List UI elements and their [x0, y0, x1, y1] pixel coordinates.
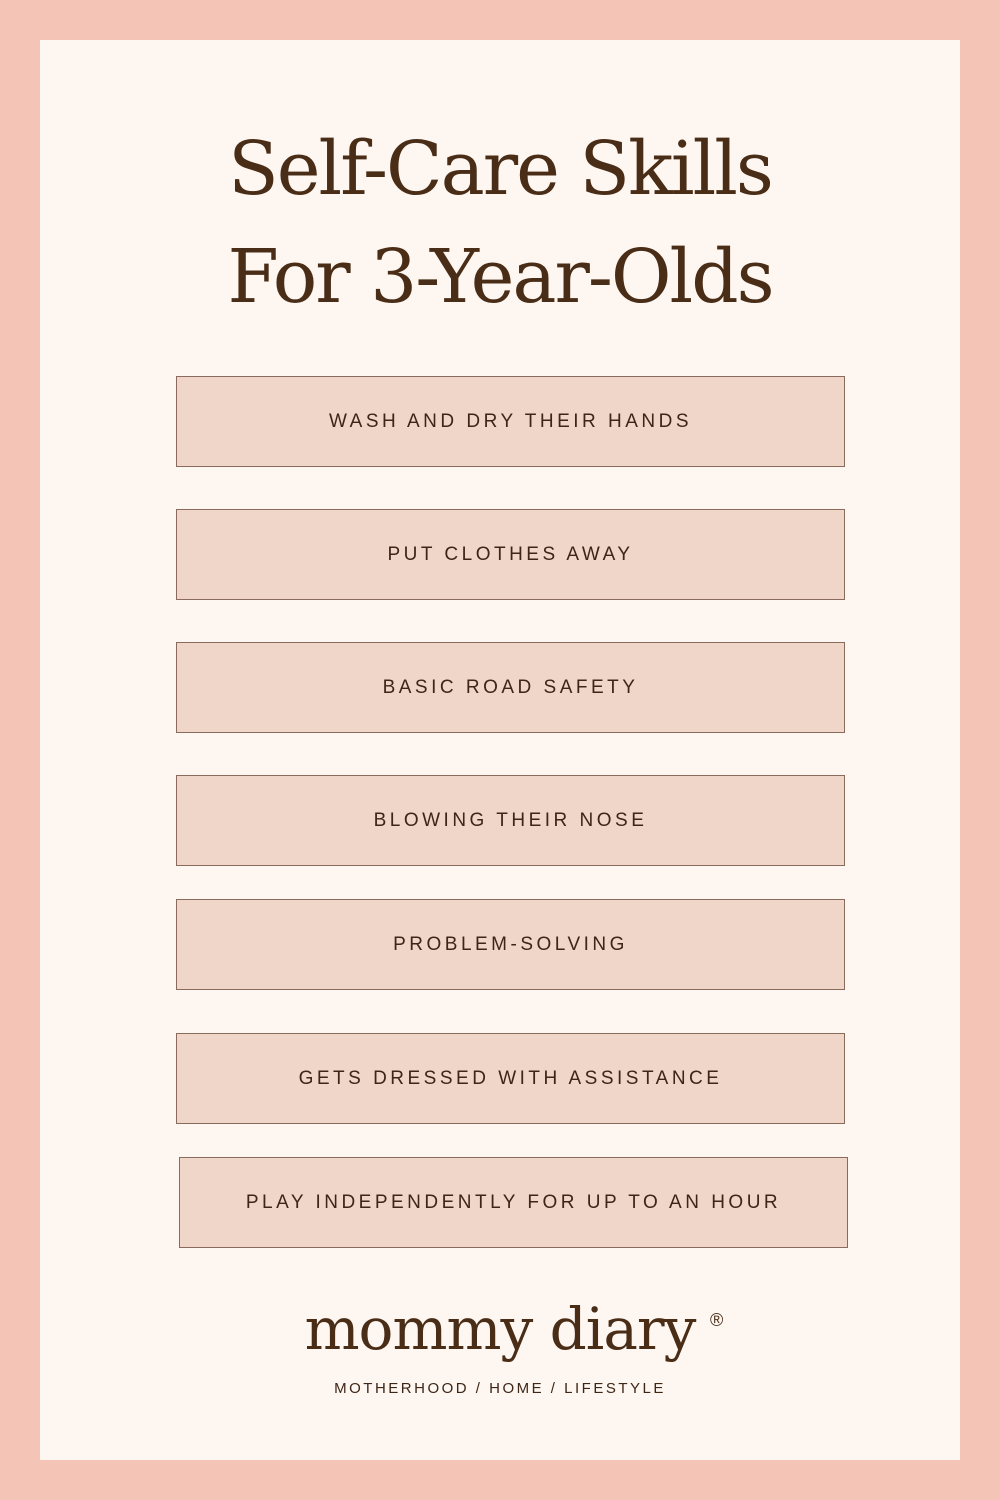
skill-label: PUT CLOTHES AWAY	[387, 543, 634, 565]
skill-item-problem-solving	[176, 899, 845, 990]
title-line-1: Self-Care Skills	[228, 126, 772, 212]
skill-item-road-safety	[176, 642, 845, 733]
skill-label: GETS DRESSED WITH ASSISTANCE	[298, 1067, 723, 1089]
skill-item-play	[179, 1157, 848, 1248]
skill-label: PROBLEM-SOLVING	[393, 933, 628, 955]
brand-tagline: MOTHERHOOD / HOME / LIFESTYLE	[334, 1380, 666, 1397]
skill-item-dressed	[176, 1033, 845, 1124]
title-line-2: For 3-Year-Olds	[227, 234, 773, 320]
skill-label: BLOWING THEIR NOSE	[373, 809, 648, 831]
skill-item-hands	[176, 376, 845, 467]
skill-label: WASH AND DRY THEIR HANDS	[328, 410, 693, 432]
registered-mark: ®	[710, 1310, 724, 1330]
skill-item-clothes	[176, 509, 845, 600]
skill-label: BASIC ROAD SAFETY	[382, 676, 639, 698]
brand-logo: mommy diary	[304, 1295, 696, 1363]
skill-label: PLAY INDEPENDENTLY FOR UP TO AN HOUR	[245, 1191, 782, 1213]
skill-item-nose	[176, 775, 845, 866]
